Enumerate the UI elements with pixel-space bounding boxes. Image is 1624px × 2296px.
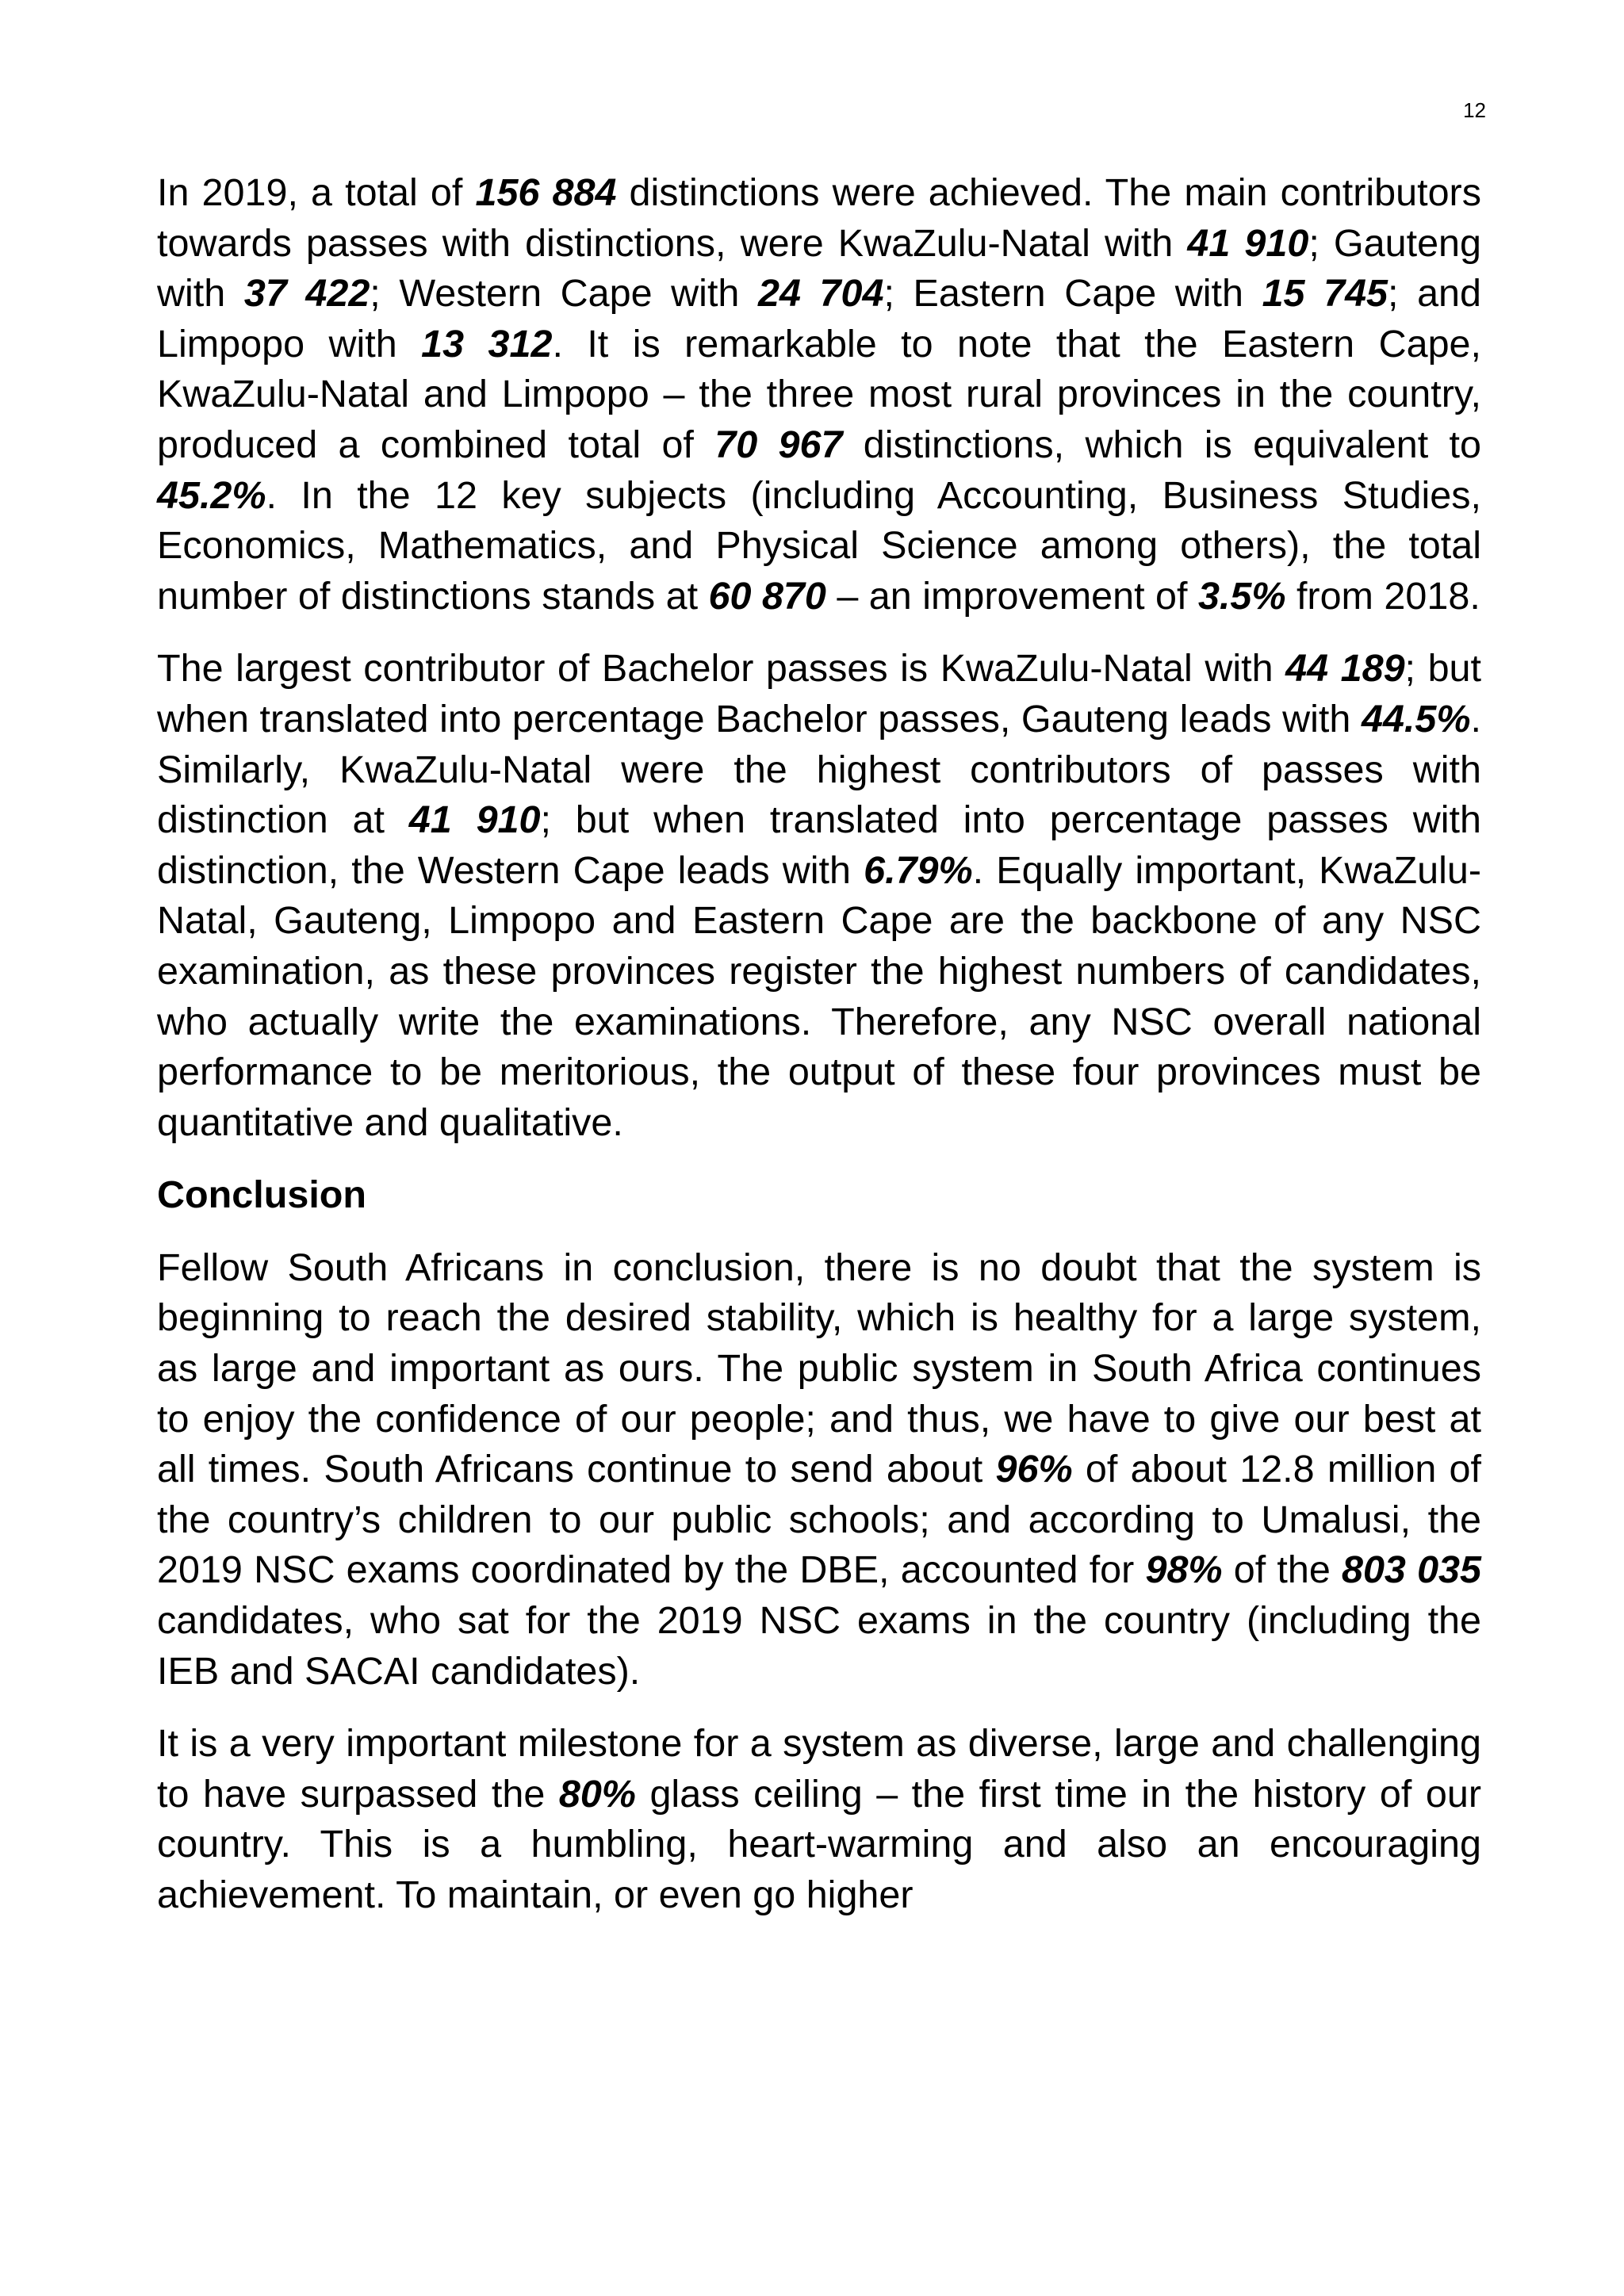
text-run: . Similarly, KwaZulu-Natal were the highest contributors of passes with distinction at — [157, 697, 1481, 842]
text-run: of about 12.8 million of the country’s children to our public schools; and according to Umalusi, the 2019 NSC exams coordinated by the DBE, accounted for — [157, 1448, 1481, 1592]
highlighted-figure: 37 422 — [243, 272, 370, 316]
text-run: ; Gauteng with — [157, 221, 1481, 316]
text-run: ; but when translated into percentage Bachelor passes, Gauteng leads with — [157, 647, 1481, 740]
highlighted-figure: 45.2% — [157, 473, 266, 517]
highlighted-figure: 41 910 — [408, 798, 541, 842]
text-run: distinctions were achieved. The main contributors towards passes with distinctions, were KwaZulu-Natal with — [157, 171, 1481, 265]
highlighted-figure: 6.79% — [864, 848, 973, 892]
highlighted-figure: 96% — [995, 1448, 1073, 1491]
text-run: – an improvement of — [825, 574, 1198, 618]
text-run: . Equally important, KwaZulu-Natal, Gauteng, Limpopo and Eastern Cape are the backbone of any NSC examination, as these provinces register the highest numbers of candidates, who actually write the examinations. Therefore, any NSC overall national performance to be meritorious, the output of these four provinces must be quantitative and qualitative. — [157, 848, 1482, 1144]
paragraph — [157, 1719, 1481, 1920]
page-number: 12 — [1463, 98, 1486, 122]
section-heading: Conclusion — [157, 1173, 367, 1217]
highlighted-figure: 24 704 — [757, 272, 884, 316]
text-run: glass ceiling – the first time in the history of our country. This is a humbling, heart-warming and also an encouraging achievement. To maintain, or even go higher — [157, 1772, 1481, 1916]
text-run: ; Eastern Cape with — [883, 272, 1262, 316]
text-run: Fellow South Africans in conclusion, there is no doubt that the system is beginning to reach the desired stability, which is healthy for a large system, as large and important as ours. The public system in South Africa continues to enjoy the confidence of our people; and thus, we have to give our best at all times. South Africans continue to send about — [157, 1246, 1481, 1491]
text-run: ; Western Cape with — [370, 272, 758, 316]
text-run: candidates, who sat for the 2019 NSC exams in the country (including the IEB and SACAI candidates). — [157, 1599, 1481, 1693]
paragraph — [157, 1243, 1481, 1697]
text-run: It is a very important milestone for a system as diverse, large and challenging to have surpassed the — [157, 1722, 1481, 1816]
text-run: ; but when translated into percentage passes with distinction, the Western Cape leads with — [157, 798, 1481, 892]
highlighted-figure: 3.5% — [1197, 574, 1286, 618]
paragraph — [157, 644, 1481, 1148]
highlighted-figure: 803 035 — [1341, 1548, 1482, 1592]
highlighted-figure: 15 745 — [1262, 272, 1388, 316]
highlighted-figure: 70 967 — [714, 423, 843, 466]
text-run: from 2018. — [1285, 574, 1480, 618]
paragraph — [157, 168, 1481, 622]
text-run: . In the 12 key subjects (including Accounting, Business Studies, Economics, Mathematics, and Physical Science among others), the total number of distinctions stands at — [157, 473, 1481, 618]
highlighted-figure: 44 189 — [1285, 647, 1405, 691]
highlighted-figure: 60 870 — [708, 574, 826, 618]
text-run: distinctions, which is equivalent to — [842, 423, 1481, 466]
document-body — [157, 168, 1481, 1943]
highlighted-figure: 41 910 — [1187, 221, 1309, 265]
text-run: . It is remarkable to note that the Eastern Cape, KwaZulu-Natal and Limpopo – the three most rural provinces in the country, produced a combined total of — [157, 322, 1482, 466]
highlighted-figure: 98% — [1145, 1548, 1223, 1592]
text-run: of the — [1222, 1548, 1342, 1592]
text-run: The largest contributor of Bachelor passes is KwaZulu-Natal with — [157, 647, 1286, 691]
highlighted-figure: 44.5% — [1361, 697, 1471, 740]
highlighted-figure: 156 884 — [475, 171, 617, 214]
text-run: In 2019, a total of — [157, 171, 476, 214]
highlighted-figure: 13 312 — [421, 322, 553, 365]
text-run: ; and Limpopo with — [157, 272, 1482, 365]
highlighted-figure: 80% — [558, 1772, 636, 1816]
